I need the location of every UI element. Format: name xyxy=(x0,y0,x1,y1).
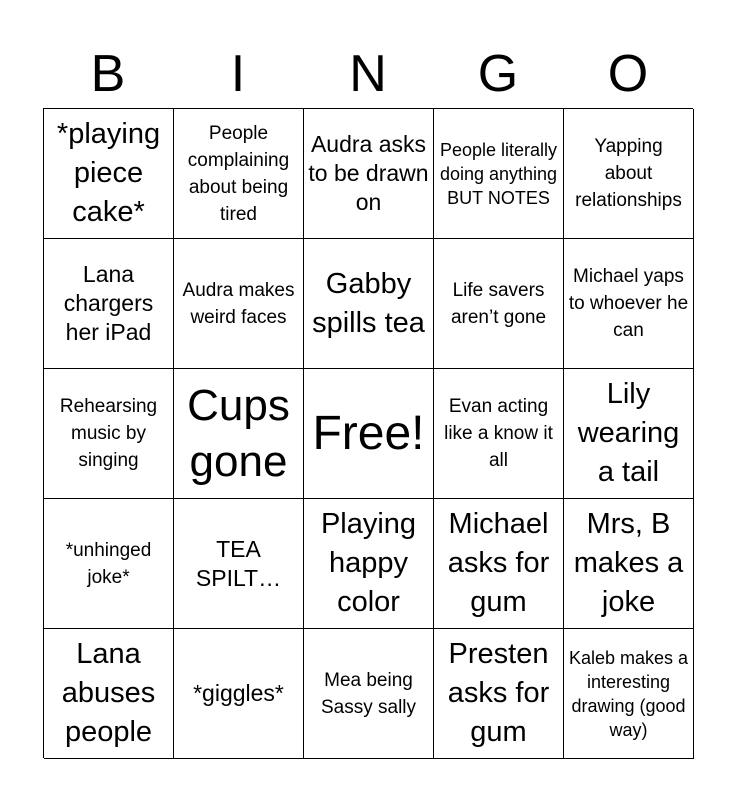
bingo-cell[interactable]: People literally doing anything BUT NOTES xyxy=(434,109,564,239)
header-letter-o: O xyxy=(607,45,649,103)
bingo-cell[interactable]: Evan acting like a know it all xyxy=(434,369,564,499)
header-letter-n: N xyxy=(349,45,387,103)
bingo-cell[interactable]: *playing piece cake* xyxy=(44,109,174,239)
bingo-cell[interactable]: Cups gone xyxy=(174,369,304,499)
bingo-cell[interactable]: Kaleb makes a interesting drawing (good way) xyxy=(564,629,694,759)
bingo-cell[interactable]: Playing happy color xyxy=(304,499,434,629)
bingo-cell[interactable]: *unhinged joke* xyxy=(44,499,174,629)
bingo-cell-free[interactable]: Free! xyxy=(304,369,434,499)
bingo-cell[interactable]: Audra makes weird faces xyxy=(174,239,304,369)
bingo-cell[interactable]: Mrs, B makes a joke xyxy=(564,499,694,629)
header-letter-b: B xyxy=(90,45,126,103)
bingo-header xyxy=(43,40,693,108)
header-letter-i: I xyxy=(230,45,246,103)
bingo-cell[interactable]: Audra asks to be drawn on xyxy=(304,109,434,239)
bingo-cell[interactable]: Presten asks for gum xyxy=(434,629,564,759)
bingo-cell[interactable]: Rehearsing music by singing xyxy=(44,369,174,499)
bingo-cell[interactable]: Yapping about relationships xyxy=(564,109,694,239)
header-letter-g: G xyxy=(477,45,519,103)
bingo-cell[interactable]: Mea being Sassy sally xyxy=(304,629,434,759)
bingo-cell[interactable]: Lily wearing a tail xyxy=(564,369,694,499)
bingo-grid xyxy=(43,108,693,758)
bingo-cell[interactable]: Michael asks for gum xyxy=(434,499,564,629)
bingo-cell[interactable]: Lana chargers her iPad xyxy=(44,239,174,369)
bingo-cell[interactable]: TEA SPILT… xyxy=(174,499,304,629)
bingo-cell[interactable]: Lana abuses people xyxy=(44,629,174,759)
bingo-cell[interactable]: Gabby spills tea xyxy=(304,239,434,369)
bingo-cell[interactable]: Michael yaps to whoever he can xyxy=(564,239,694,369)
bingo-cell[interactable]: People complaining about being tired xyxy=(174,109,304,239)
bingo-cell[interactable]: *giggles* xyxy=(174,629,304,759)
bingo-cell[interactable]: Life savers aren’t gone xyxy=(434,239,564,369)
